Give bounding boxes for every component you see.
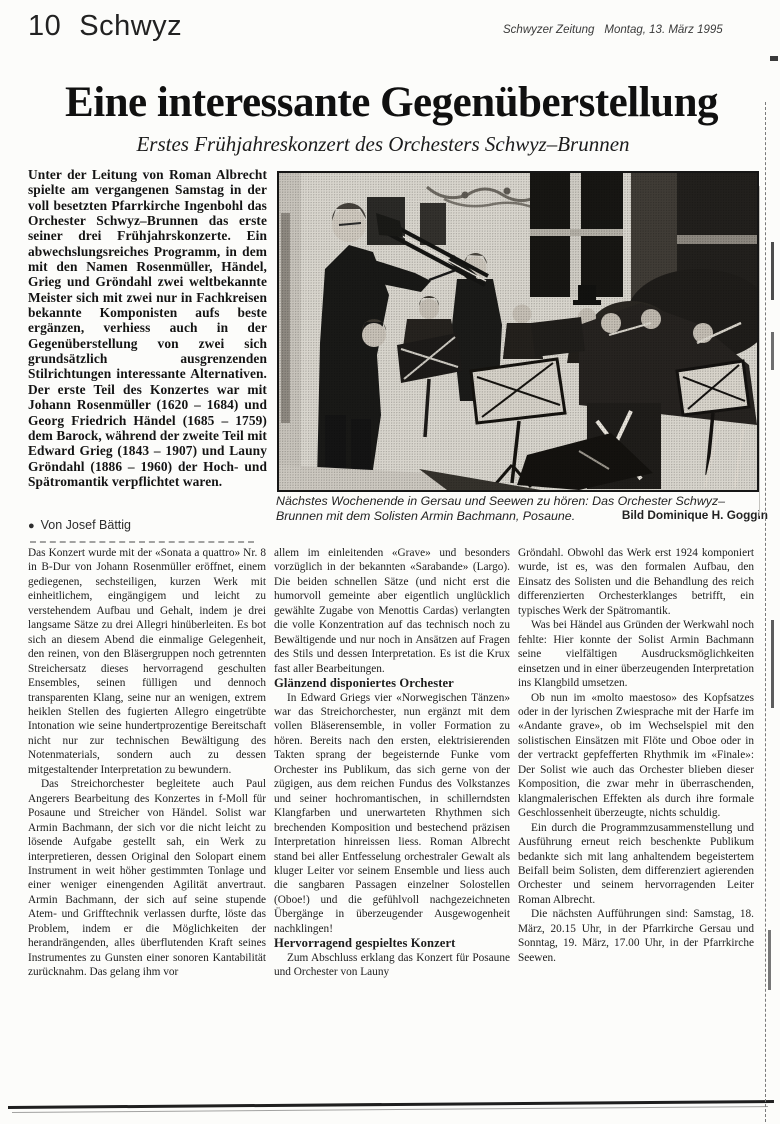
scan-artifact <box>771 242 774 300</box>
orchestra-photo <box>277 171 759 492</box>
masthead <box>503 24 768 36</box>
scan-artifact <box>770 56 778 61</box>
paragraph: Ein durch die Programmzusammenstellung und Ausführung erneut reich beschenkte Publikum bedankte sich mit lang anhaltendem begeistertem Beifall beim Solisten, dem differenziert agierenden Orchester und seinem hervorragenden Leiter Roman Albrecht. <box>518 821 754 906</box>
paragraph: Das Streichorchester begleitete auch Paul Angerers Bearbeitung des Konzertes in f-Moll für Posaune und Streicher von Händel. Solist war Armin Bachmann, der sich vor die nicht leicht zu lösende Aufgabe gestellt sah, ein Werk zu interpretieren, dessen Original den Solopart einem Instrument in weit höher gestimmten Tonlage und einer weniger einengenden Agilität anvertraut. Armin Bachmann, der sich auf seine stupende Atem- und Grifftechnik verlassen durfte, löste das Problem, indem er die Möglichkeiten der herandrängenden, alles überflutenden Kraft seines Instrumentes zu Gunsten einer sonoren Kantabilität zurücknahm. Das gelang ihm vor <box>28 778 266 979</box>
section-subhead: Glänzend disponiertes Orchester <box>274 676 454 691</box>
lead-paragraph: Unter der Leitung von Roman Albrecht spielte am vergangenen Samstag in der voll besetzten Pfarrkirche Ingenbohl das Orchester Schwyz–Brunnen das erste seiner drei Frühjahrskonzerte. Ein abwechslungsreiches Programm, in dem mit den Namen Rosenmüller, Händel, Grieg und Gröndahl zwei weltbekannte Meister sich mit zwei nur in Fachkreisen bekannte Komponisten aufs beste ergänzen, verhiess auch in der Gegenüberstellung von zwei sich grundsätzlich ausgrenzenden Stilrichtungen interessante Alternativen. Der erste Teil des Konzertes war mit Johann Rosenmüller (1620 – 1684) und Georg Friedrich Händel (1685 – 1759) dem Barock, während der zweite Teil mit Edward Grieg (1843 – 1907) und Launy Gröndahl (1886 – 1960) der Hoch- und Spätromantik verpflichtet waren. <box>28 167 267 489</box>
paragraph: Zum Abschluss erklang das Konzert für Posaune und Orchester von Launy <box>274 951 510 979</box>
byline <box>28 518 266 532</box>
page-number: 10 <box>28 10 62 42</box>
article-subheadline: Erstes Frühjahreskonzert des Orchesters Schwyz–Brunnen <box>136 132 630 156</box>
paragraph: Das Konzert wurde mit der «Sonata a quattro» Nr. 8 in B-Dur von Johann Rosenmüller eröffnet, einem gediegenen, sechsteiligen, kurzen Werk mit einheitlichem, eingängigem und leicht zu verstehendem Aufbau und Gehalt, indem je drei langsame Sätze zu drei Allegri hinüberleiten. Es bot sich an diesem Abend die einmalige Gelegenheit, den reinen, von den Bläsergruppen noch getrennten Streichersatz dieses hervorragend geschulten Ensembles, seinen fülligen und dennoch transparenten Klang, seine nur an wenigen, extrem heiklen Stellen des fugierten Allegro eingetrübte Intonation wie seine hundertprozentige Bereitschaft nicht nur zur technischen Bewältigung des Notenmaterials, sondern auch zu dessen mitgestaltender Interpretation zu bewundern. <box>28 547 266 776</box>
paper-name: Schwyzer Zeitung <box>503 24 595 36</box>
byline-author: Von Josef Bättig <box>40 518 131 532</box>
paragraph: Ob nun im «molto maestoso» des Kopfsatzes oder in der lyrischen Zwiesprache mit der Harfe im «Andante grave», ob im Wechselspiel mit den solistischen Einsätzen mit Flöte und Oboe oder in der vertrackt gepfefferten Rhythmik im «Finale»: Der Solist wie auch das Orchester blieben dieser Komposition, die zwar mehr in überraschenden, klangmalerischen Effekten als durch ihre formale Geschlossenheit überzeugte, nichts schuldig. <box>518 691 754 820</box>
byline-divider <box>30 541 254 543</box>
column-edge-rule-faint <box>759 186 760 516</box>
paragraph: Die nächsten Aufführungen sind: Samstag, 18. März, 20.15 Uhr, in der Pfarrkirche Gersau und Sonntag, 19. März, 17.00 Uhr, in der Pfarrkirche Seewen. <box>518 908 754 964</box>
section-subhead: Hervorragend gespieltes Konzert <box>274 936 456 951</box>
paragraph: allem im einleitenden «Grave» und besonders vorzüglich in der bekannten «Sarabande» (Largo). Die beiden schnellen Sätze (und nicht erst die humorvoll gemeinte aber eigentlich unglücklich gewählte Zugabe von Menottis Cardas) verlangten die volle Konzentration auf das technisch noch zu Bewältigende und nur noch in Ansätzen auf Fragen des Stils und dessen Interpretation. Es ist die Krux fast aller Bearbeitungen. <box>274 547 510 675</box>
body-column-1 <box>28 546 266 1104</box>
body-column-2 <box>274 546 510 1104</box>
section-title: Schwyz <box>79 10 183 42</box>
column-edge-rule <box>765 102 766 1122</box>
photo-caption-text: Nächstes Wochenende in Gersau und Seewen zu hören: Das Orchester Schwyz–Brunnen mit dem Solisten Armin Bachmann, Posaune. <box>276 494 726 524</box>
photo-credit: Bild Dominique H. Goggin <box>621 508 768 523</box>
scan-artifact <box>771 620 774 708</box>
orchestra-photo-illustration <box>279 173 757 490</box>
photo-caption <box>276 494 768 524</box>
paragraph: Was bei Händel aus Gründen der Werkwahl noch fehlte: Hier konnte der Solist Armin Bachmann seine vielfältigen Ausdrucksmöglichkeiten einsetzen und in einer überzeugenden Interpretation ins Klangbild umsetzen. <box>518 619 754 690</box>
paragraph: In Edward Griegs vier «Norwegischen Tänzen» war das Streichorchester, nun ergänzt mit dem vollen Bläserensemble, in voller Formation zu hören. Bereits nach den ersten, elektrisierenden Takten sprang der begeisternde Funke vom Orchester ins Publikum, das sich gerne von der zügigen, aus dem reichen Fundus des Volkstanzes und seiner hochromantischen, in schillerndsten Klangfarben und unerwarteten Rhythmen sich brechenden Komposition und bestechend präzisen Interpretation hinreissen liess. Roman Albrecht stand bei aller Entfesselung orchestraler Gewalt als kluger Leiter vor seinem Ensemble und liess auch die sangbaren Passagen einzelner Solostellen (Oboe!) und die gefühlvoll nachgezeichneten Übergänge in überzeugender Ausgewogenheit nachklingen! <box>274 691 510 935</box>
body-column-3 <box>518 546 754 1104</box>
issue-date: Montag, 13. März 1995 <box>604 24 723 36</box>
scan-artifact <box>768 930 771 990</box>
page-header <box>28 10 182 43</box>
scan-artifact <box>771 332 774 370</box>
article-headline: Eine interessante Gegenüberstellung <box>65 79 718 126</box>
byline-bullet-icon: ● <box>28 520 35 532</box>
paragraph: Gröndahl. Obwohl das Werk erst 1924 komponiert wurde, ist es, was den formalen Aufbau, den Einsatz des Solisten und die Behandlung des reich differenzierten Orchesterklanges betrifft, ein typisches Werk der Spätromantik. <box>518 547 754 617</box>
